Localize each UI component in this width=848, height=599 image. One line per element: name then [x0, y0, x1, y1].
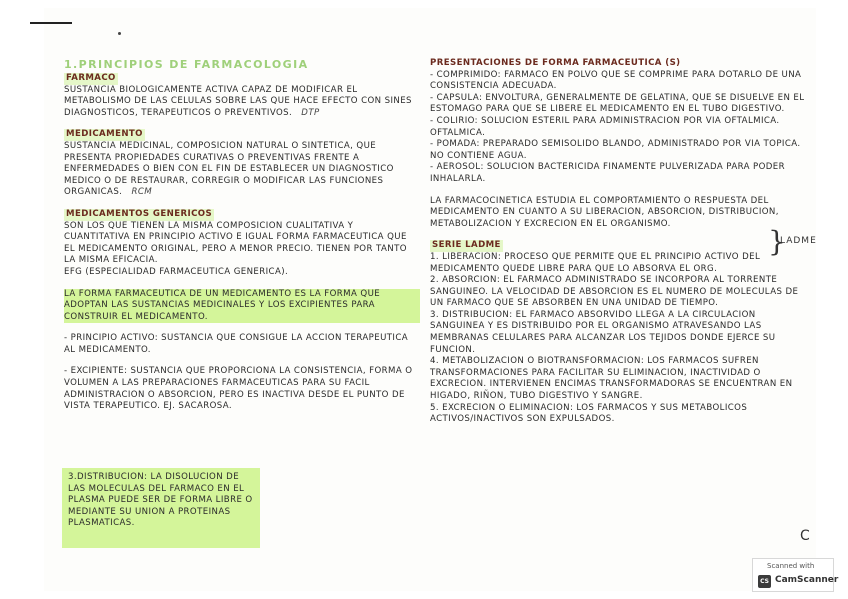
camscanner-watermark — [752, 558, 839, 592]
serie-ladme-heading: SERIE LADME — [432, 240, 501, 251]
efg-line: EFG (ESPECIALIDAD FARMACEUTICA GENERICA). — [64, 266, 289, 277]
presentacion-item: - AEROSOL: SOLUCION BACTERICIDA FINAMENTE PULVERIZADA PARA PODER INHALARLA. — [430, 162, 786, 184]
distribucion-sticky-note: 3.DISTRIBUCION: LA DISOLUCION DE LAS MOLECULAS DEL FARMACO EN EL PLASMA PUEDE SER DE FORMA LIBRE O MEDIANTE SU UNION A PROTEINAS PLASMATICAS. — [62, 468, 260, 548]
page-title: 1.PRINCIPIOS DE FARMACOLOGIA — [64, 58, 309, 71]
ladme-brace: } — [768, 225, 786, 258]
medicamento-body: SUSTANCIA MEDICINAL, COMPOSICION NATURAL O SINTETICA, QUE PRESENTA PROPIEDADES CURATIVAS O PREVENTIVAS FRENTE A ENFERMEDADES O BIEN CON EL FIN DE ESTABLECER UN DIAGNOSTICO MEDICO O DE RESTAURAR, CORREGIR O MODIFICAR LAS FUNCIONES ORGANICAS. — [64, 140, 394, 198]
corner-mark: C — [800, 528, 810, 544]
top-dot-mark — [118, 32, 121, 35]
scanned-with-text: Scanned with — [767, 562, 815, 570]
presentacion-item: - POMADA: PREPARADO SEMISOLIDO BLANDO, ADMINISTRADO POR VIA TOPICA. NO CONTIENE AGUA. — [430, 139, 801, 161]
serie-ladme-section — [430, 240, 810, 426]
farmaco-body: SUSTANCIA BIOLOGICAMENTE ACTIVA CAPAZ DE MODIFICAR EL METABOLISMO DE LAS CELULAS SOBRE LAS QUE HACE EFECTO CON SINES DIAGNOSTICOS, TERAPEUTICOS O PREVENTIVOS. — [64, 84, 412, 118]
ladme-item: 3. DISTRIBUCION: EL FARMACO ABSORVIDO LLEGA A LA CIRCULACION SANGUINEA Y ES DISTRIBUIDO POR EL ORGANISMO ATRAVESANDO LAS MEMBRANAS CELULARES PARA ALCANZAR LOS TEJIDOS DONDE EJERCE SU FUNCION. — [430, 309, 776, 355]
ladme-item: 1. LIBERACION: PROCESO QUE PERMITE QUE EL PRINCIPIO ACTIVO DEL MEDICAMENTO QUEDE LIBRE PARA QUE LO ABSORVA EL ORG. — [430, 251, 761, 274]
excipiente-item: - EXCIPIENTE: SUSTANCIA QUE PROPORCIONA LA CONSISTENCIA, FORMA O VOLUMEN A LAS PREPARACIONES FARMACEUTICAS PARA SU FACIL ADMINISTRACION O ABSORCION, PERO ES INACTIVA DESDE EL PUNTO DE VISTA TERAPEUTICO. EJ. SACAROSA. — [64, 366, 413, 412]
principio-activo-item: - PRINCIPIO ACTIVO: SUSTANCIA QUE CONSIGUE LA ACCION TERAPEUTICA AL MEDICAMENTO. — [64, 333, 409, 355]
genericos-heading: MEDICAMENTOS GENERICOS — [66, 208, 213, 219]
ladme-item: 5. EXCRECION O ELIMINACION: LOS FARMACOS Y SUS METABOLICOS ACTIVOS/INACTIVOS SON EXPULSADOS. — [430, 402, 748, 425]
camscanner-logo-icon: CS — [758, 575, 771, 588]
genericos-section — [64, 209, 420, 279]
farmaco-tag: DTP — [301, 107, 320, 118]
farmaco-section — [64, 73, 420, 119]
presentaciones-section — [430, 58, 810, 186]
farmaco-heading: FARMACO — [66, 73, 116, 83]
farmacocinetica-paragraph: LA FARMACOCINETICA ESTUDIA EL COMPORTAMIENTO O RESPUESTA DEL MEDICAMENTO EN CUANTO A SU LIBERACION, ABSORCION, DISTRIBUCION, METABOLIZACION Y EXCRECION EN EL ORGANISMO. — [430, 195, 779, 229]
ladme-item: 4. METABOLIZACION O BIOTRANSFORMACION: LOS FARMACOS SUFREN TRANSFORMACIONES PARA FACILITAR SU ELIMINACION, INACTIVIDAD O EXCRECION. INTERVIENEN ENCIMAS TRANSFORMADORAS SE ENCUENTRAN EN HIGADO, RIÑON, TUBO DIGESTIVO Y SANGRE. — [430, 356, 793, 402]
right-column — [430, 58, 810, 436]
top-dash-mark — [30, 22, 72, 24]
presentaciones-heading: PRESENTACIONES DE FORMA FARMACEUTICA (S) — [430, 58, 681, 68]
camscanner-brand: CamScanner — [775, 575, 839, 585]
medicamento-section — [64, 129, 420, 199]
presentacion-item: - COLIRIO: SOLUCION ESTERIL PARA ADMINISTRACION POR VIA OFTALMICA. OFTALMICA. — [430, 115, 780, 138]
forma-farmaceutica-paragraph: LA FORMA FARMACEUTICA DE UN MEDICAMENTO ES LA FORMA QUE ADOPTAN LAS SUSTANCIAS MEDICINALES Y LOS EXCIPIENTES PARA CONSTRUIR EL MEDICAMENTO. — [64, 289, 420, 324]
ladme-margin-tag: LADME — [780, 236, 817, 246]
medicamento-heading: MEDICAMENTO — [66, 129, 143, 140]
ladme-item: 2. ABSORCION: EL FARMACO ADMINISTRADO SE INCORPORA AL TORRENTE SANGUINEO. LA VELOCIDAD DE ABSORCION ES EL NUMERO DE MOLECULAS DE UN FARMACO QUE SE ABSORBEN EN UNA UNIDAD DE TIEMPO. — [430, 275, 799, 309]
genericos-body: SON LOS QUE TIENEN LA MISMA COMPOSICION CUALITATIVA Y CUANTITATIVA EN PRINCIPIO ACTIVO E IGUAL FORMA FARMACEUTICA QUE EL MEDICAMENTO ORIGINAL, PERO A MENOR PRECIO. TIENEN POR TANTO LA MISMA EFICACIA. — [64, 220, 407, 266]
presentacion-item: - CAPSULA: ENVOLTURA, GENERALMENTE DE GELATINA, QUE SE DISUELVE EN EL ESTOMAGO PARA QUE SE LIBERE EL MEDICAMENTO EN EL TUBO DIGESTIVO. — [430, 92, 805, 115]
medicamento-tag: RCM — [131, 187, 153, 198]
left-column — [64, 58, 420, 423]
presentacion-item: - COMPRIMIDO: FARMACO EN POLVO QUE SE COMPRIME PARA DOTARLO DE UNA CONSISTENCIA ADECUADA. — [430, 69, 802, 92]
